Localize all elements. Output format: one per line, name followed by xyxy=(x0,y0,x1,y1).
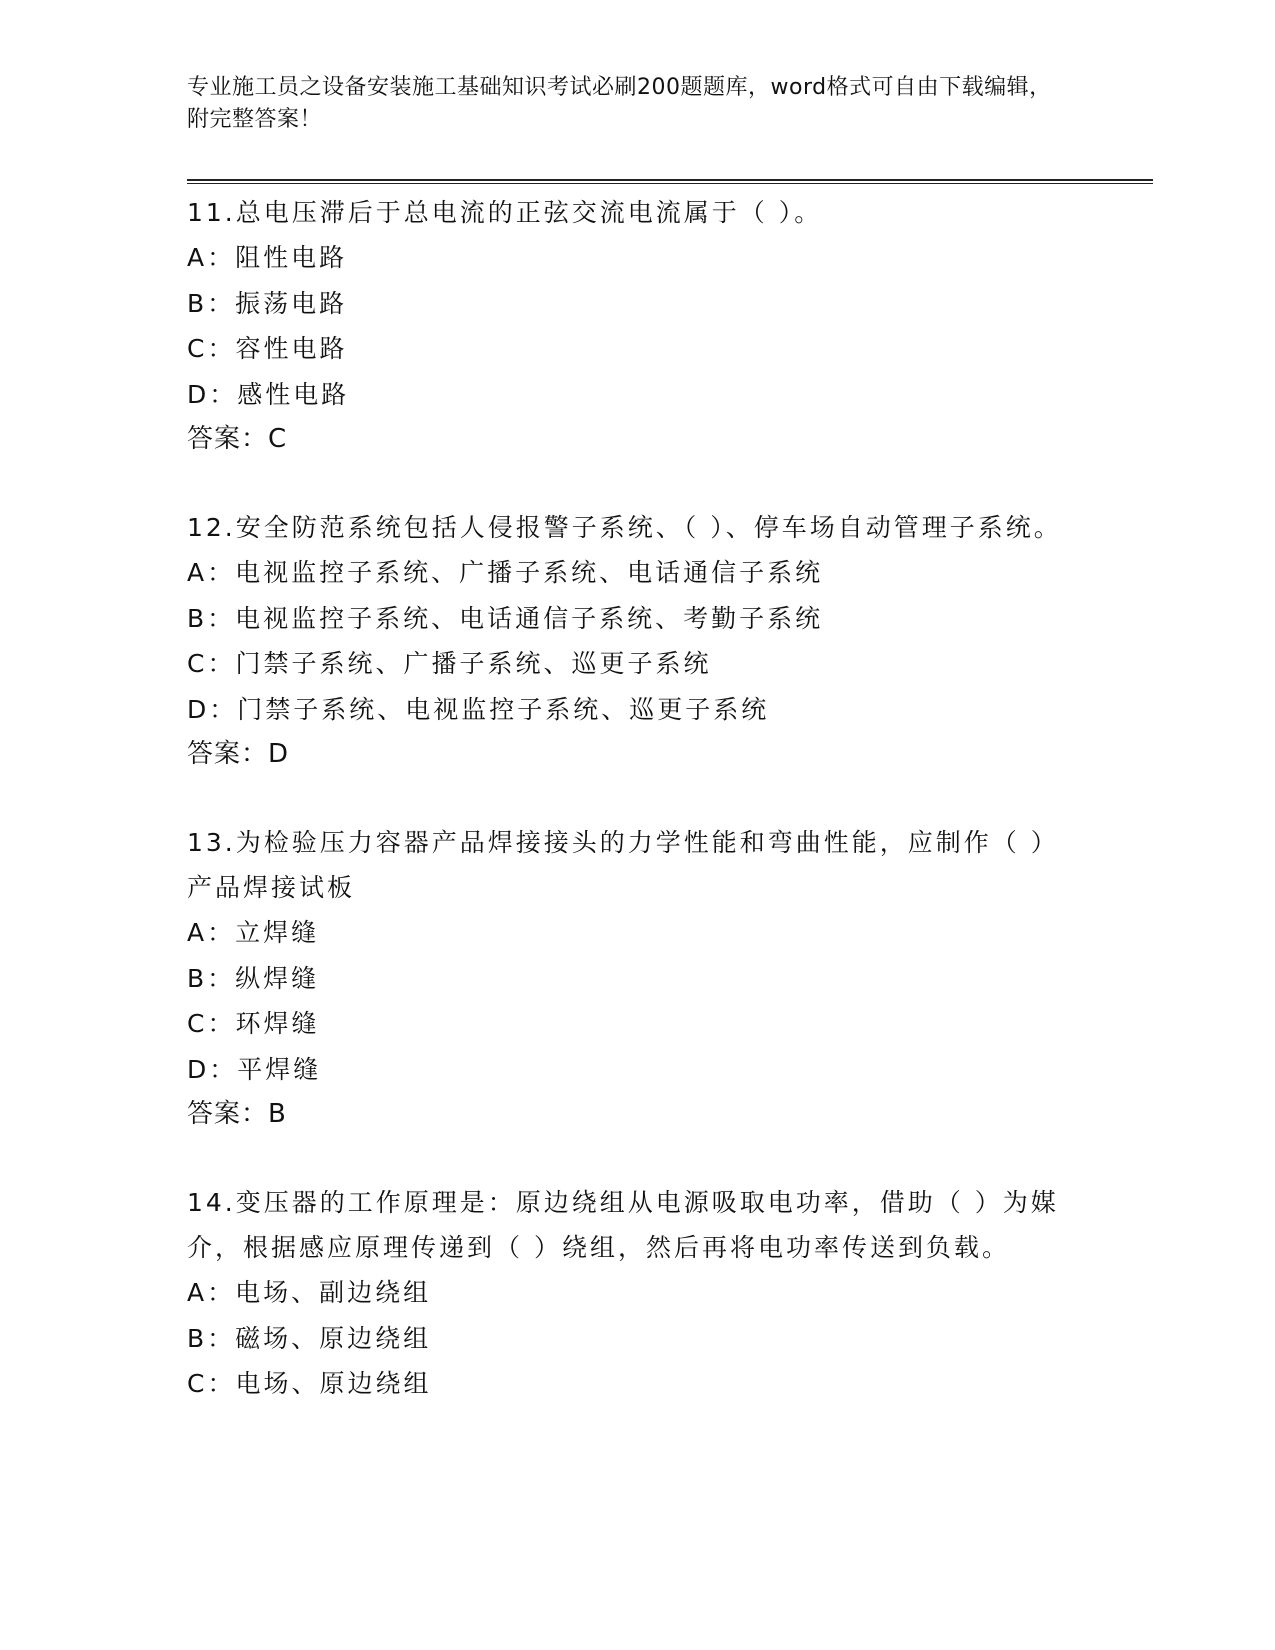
answer-text: 答案：B xyxy=(187,1099,287,1129)
question-13 xyxy=(187,820,1067,1137)
header-divider-thin xyxy=(187,183,1153,184)
option-c: C：门禁子系统、广播子系统、巡更子系统 xyxy=(187,649,712,678)
option-b: B：纵焊缝 xyxy=(187,963,320,993)
option-c: C：环焊缝 xyxy=(187,1009,320,1038)
option-a: A：电场、副边绕组 xyxy=(187,1278,432,1307)
header-divider xyxy=(187,179,1153,181)
question-text: 11.总电压滞后于总电流的正弦交流电流属于（ ）。 xyxy=(187,198,823,227)
question-14 xyxy=(187,1180,1067,1407)
question-12 xyxy=(187,505,1067,777)
option-d: D：门禁子系统、电视监控子系统、巡更子系统 xyxy=(187,694,770,724)
option-b: B：磁场、原边绕组 xyxy=(187,1323,432,1353)
question-text: 14.变压器的工作原理是：原边绕组从电源吸取电功率，借助（ ）为媒介，根据感应原理传递到（ ）绕组，然后再将电功率传送到负载。 xyxy=(187,1188,1059,1262)
option-a: A：电视监控子系统、广播子系统、电话通信子系统 xyxy=(187,558,824,587)
question-11 xyxy=(187,190,1067,462)
document-header: 专业施工员之设备安装施工基础知识考试必刷200题题库，word格式可自由下载编辑，附完整答案！ xyxy=(187,75,1052,132)
option-d: D：感性电路 xyxy=(187,379,350,409)
option-a: A：立焊缝 xyxy=(187,918,320,947)
option-d: D：平焊缝 xyxy=(187,1054,322,1084)
option-c: C：电场、原边绕组 xyxy=(187,1369,432,1398)
question-text: 13.为检验压力容器产品焊接接头的力学性能和弯曲性能，应制作（ ）产品焊接试板 xyxy=(187,828,1059,902)
option-b: B：电视监控子系统、电话通信子系统、考勤子系统 xyxy=(187,603,824,633)
answer-text: 答案：C xyxy=(187,424,288,454)
answer-text: 答案：D xyxy=(187,739,290,769)
option-c: C：容性电路 xyxy=(187,334,348,363)
option-b: B：振荡电路 xyxy=(187,288,348,318)
question-text: 12.安全防范系统包括人侵报警子系统、（ ）、停车场自动管理子系统。 xyxy=(187,513,1062,542)
option-a: A：阻性电路 xyxy=(187,243,348,272)
question-list xyxy=(187,190,1067,1450)
